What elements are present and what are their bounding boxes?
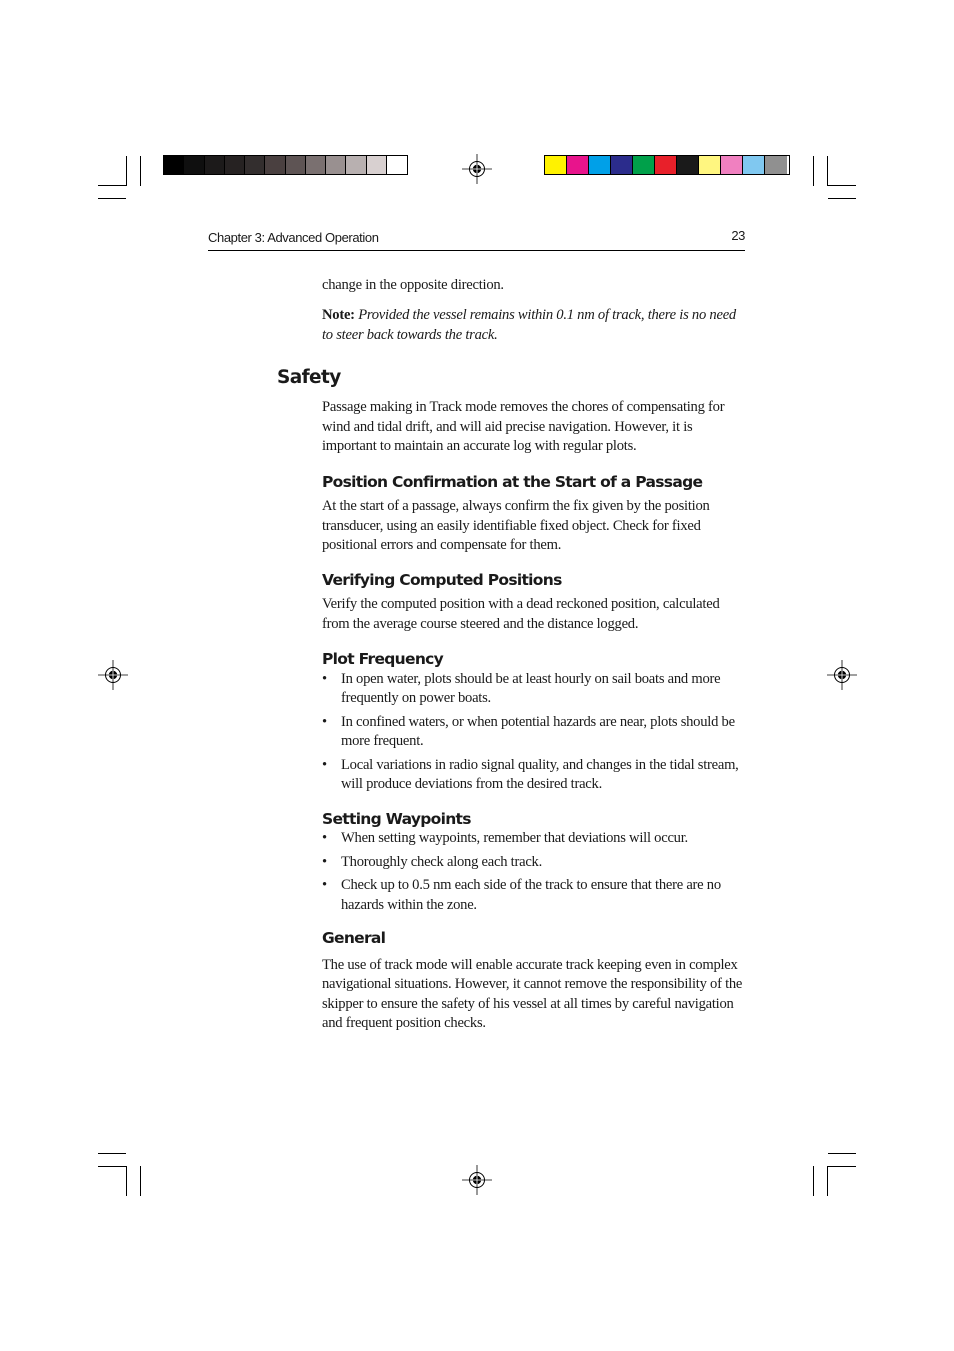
plot-frequency-heading: Plot Frequency (322, 650, 444, 668)
list-item: • When setting waypoints, remember that deviations will occur. (322, 829, 747, 849)
verifying-heading: Verifying Computed Positions (322, 570, 562, 589)
color-swatch (611, 156, 633, 174)
grayscale-color-bar (163, 155, 408, 175)
running-header (208, 228, 745, 251)
list-item: • Check up to 0.5 nm each side of the track to ensure that there are no hazards within the zone. (322, 876, 747, 915)
general-heading: General (322, 929, 386, 947)
safety-heading: Safety (277, 367, 341, 388)
note-paragraph (322, 306, 747, 345)
color-swatch (205, 156, 225, 174)
registration-mark-right-icon (827, 660, 857, 690)
color-swatch (677, 156, 699, 174)
list-item: • Local variations in radio signal quality, and changes in the tidal stream, will produce deviations from the desired track. (322, 756, 747, 795)
verifying-paragraph: Verify the computed position with a dead reckoned position, calculated from the average course steered and the distance logged. (322, 596, 720, 632)
chapter-title: Chapter 3: Advanced Operation (208, 230, 379, 245)
color-swatch (633, 156, 655, 174)
color-swatch (164, 156, 184, 174)
process-color-bar (544, 155, 790, 175)
color-swatch (765, 156, 787, 174)
color-swatch (655, 156, 677, 174)
color-swatch (743, 156, 765, 174)
page-number: 23 (731, 228, 745, 243)
color-swatch (589, 156, 611, 174)
color-swatch (346, 156, 366, 174)
list-item: • In open water, plots should be at least hourly on sail boats and more frequently on power boats. (322, 670, 747, 709)
general-paragraph: The use of track mode will enable accurate track keeping even in complex navigational situations. However, it cannot remove the responsibility of the skipper to ensure the safety of his vessel at all times by careful navigation and frequent position checks. (322, 956, 743, 1031)
plot-frequency-list (322, 670, 747, 795)
setting-waypoints-heading: Setting Waypoints (322, 809, 471, 828)
note-text: Provided the vessel remains within 0.1 nm of track, there is no need to steer back towards the track. (322, 307, 736, 343)
color-swatch (387, 156, 407, 174)
registration-mark-top-icon (462, 154, 492, 184)
color-swatch (699, 156, 721, 174)
color-swatch (367, 156, 387, 174)
color-swatch (306, 156, 326, 174)
registration-mark-bottom-icon (462, 1165, 492, 1195)
registration-mark-left-icon (98, 660, 128, 690)
safety-paragraph: Passage making in Track mode removes the chores of compensating for wind and tidal drift, and will aid precise navigation. However, it is important to maintain an accurate log with regular plots. (322, 399, 725, 454)
color-swatch (265, 156, 285, 174)
color-swatch (184, 156, 204, 174)
color-swatch (721, 156, 743, 174)
color-swatch (545, 156, 567, 174)
color-swatch (567, 156, 589, 174)
list-item: • Thoroughly check along each track. (322, 853, 747, 873)
intro-paragraph: change in the opposite direction. (322, 277, 504, 293)
note-label: Note: (322, 307, 355, 323)
body-column (322, 276, 747, 1034)
list-item: • In confined waters, or when potential hazards are near, plots should be more frequent. (322, 713, 747, 752)
position-confirmation-paragraph: At the start of a passage, always confirm the fix given by the position transducer, using an easily identifiable fixed object. Check for fixed positional errors and compensate for them. (322, 498, 710, 553)
color-swatch (326, 156, 346, 174)
setting-waypoints-list (322, 829, 747, 915)
color-swatch (286, 156, 306, 174)
color-swatch (245, 156, 265, 174)
position-confirmation-heading: Position Confirmation at the Start of a Passage (322, 472, 703, 491)
color-swatch (225, 156, 245, 174)
